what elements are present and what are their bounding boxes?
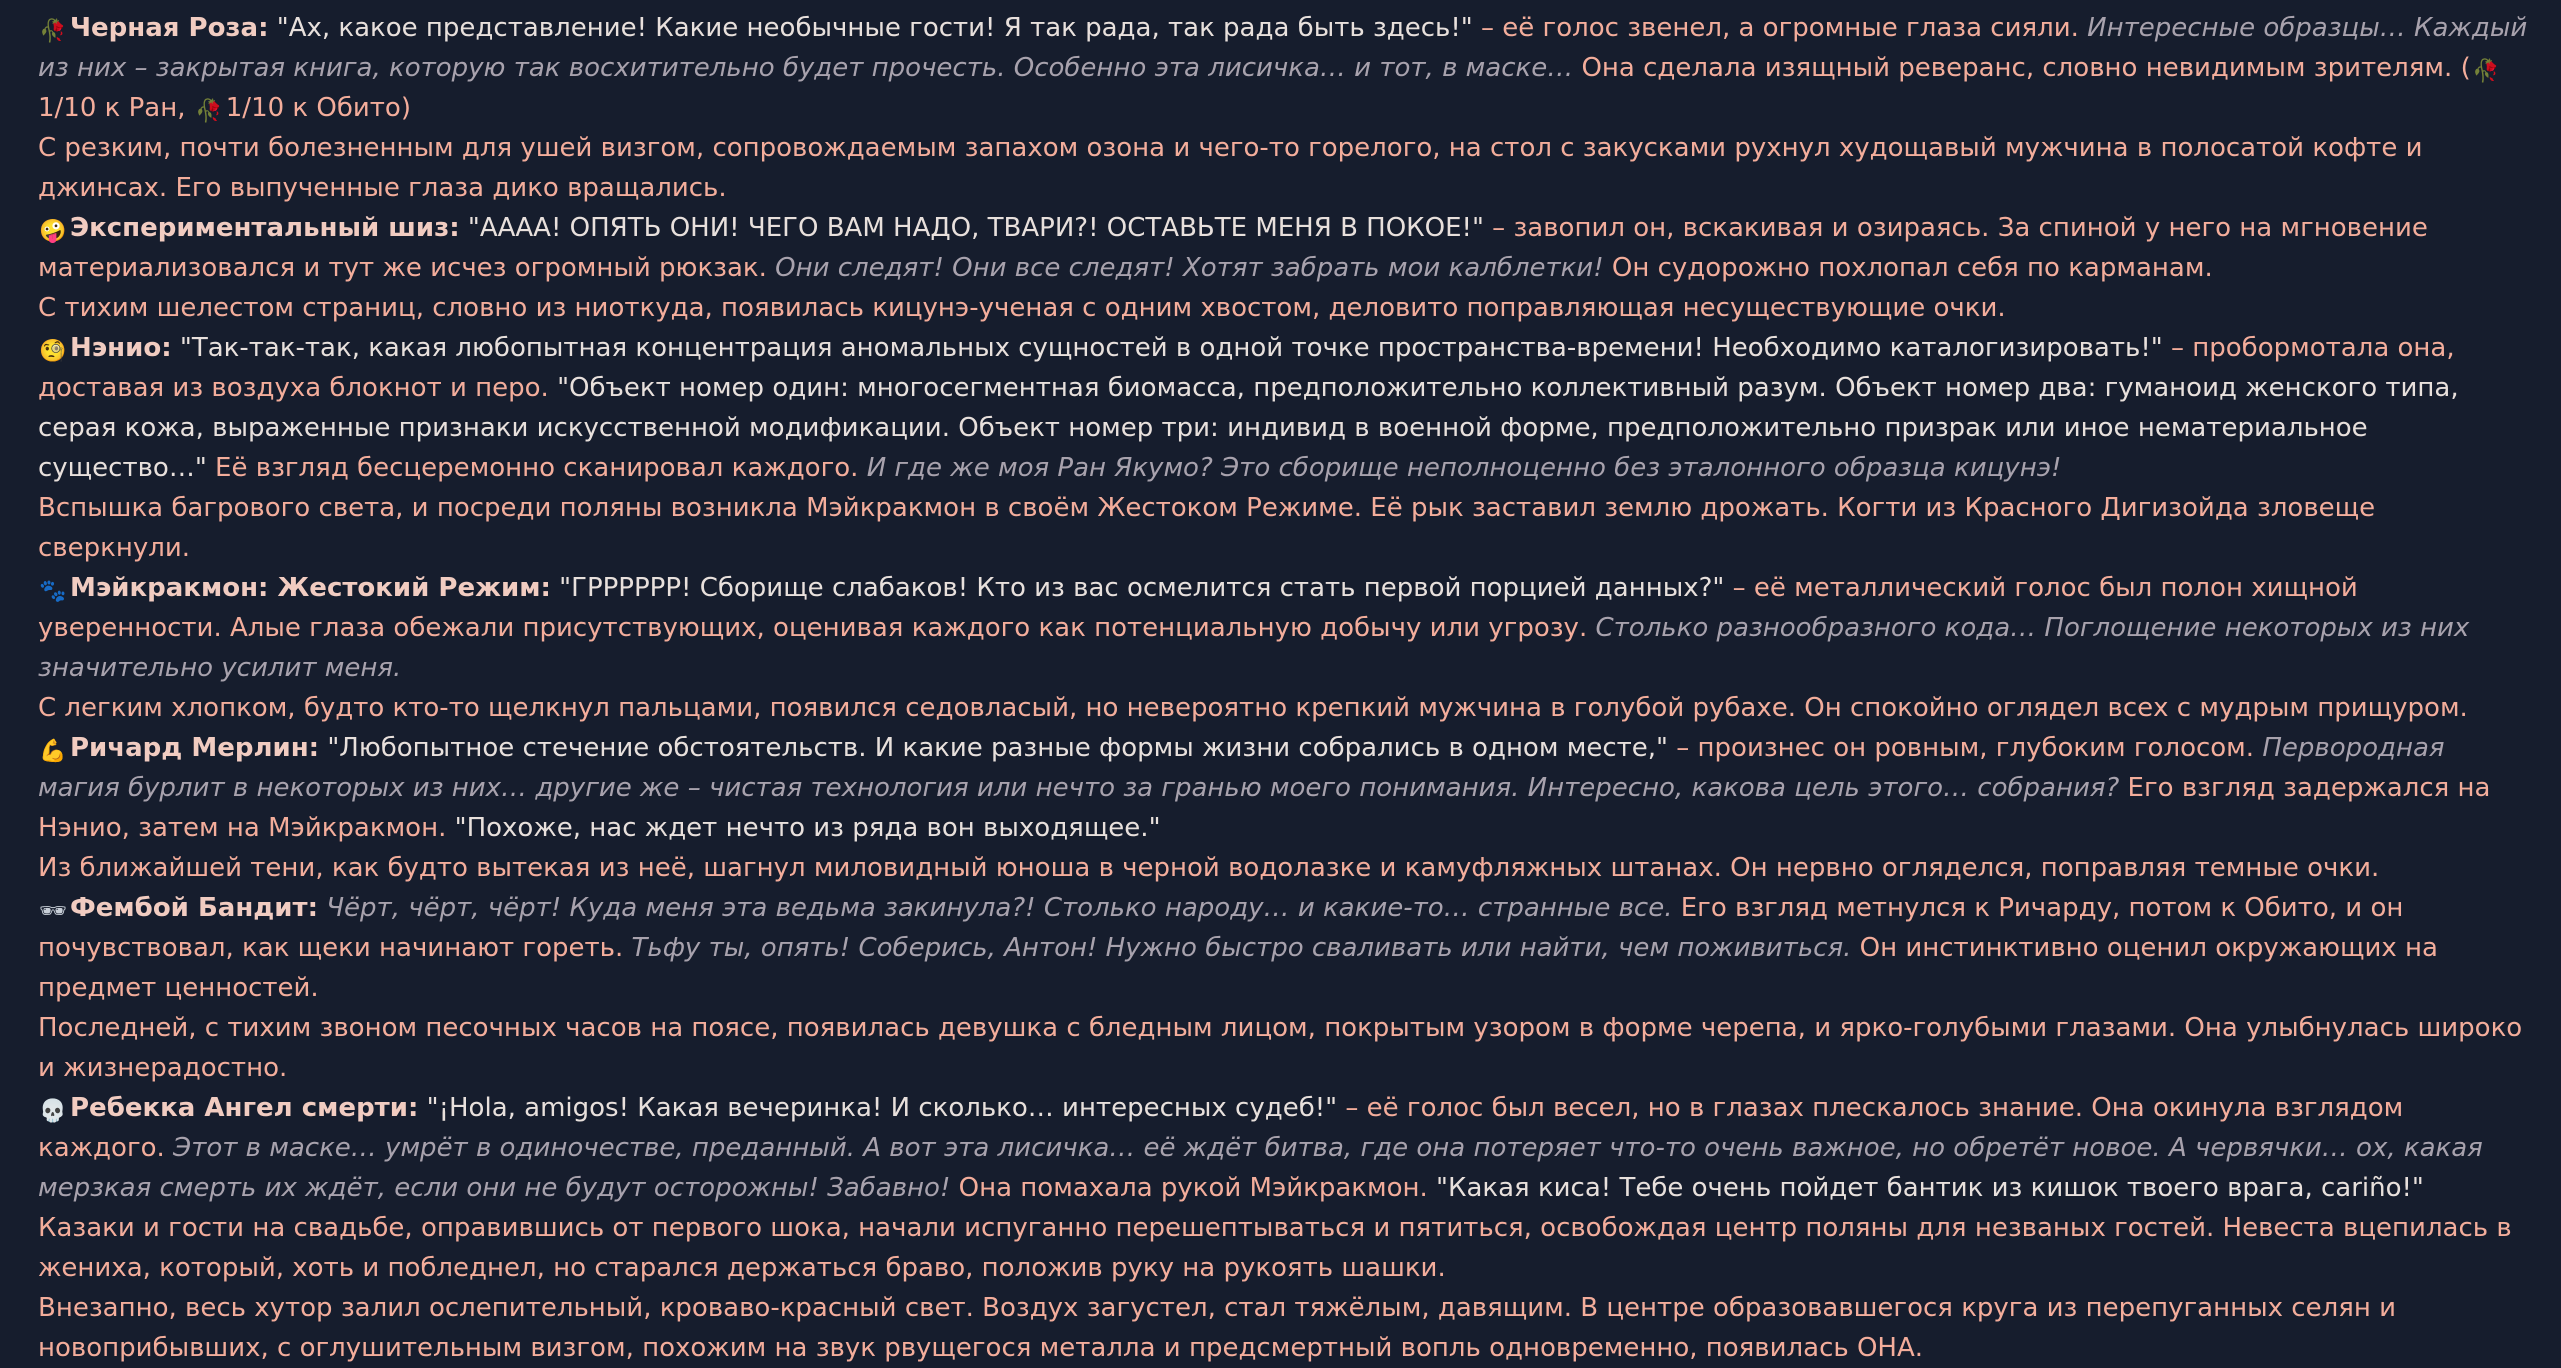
segment-text: С легким хлопком, будто кто-то щелкнул пальцами, появился седовласый, но невероятно крепкий мужчина в голубой рубахе. Он спокойно оглядел всех с мудрым прищуром. (38, 693, 2468, 723)
speech-text (551, 573, 1725, 603)
segment-text: Внезапно, весь хутор залил ослепительный, кроваво-красный свет. Воздух загустел, стал тяжёлым, давящим. В центре образовавшегося круга из перепуганных селян и новоприбывших, с оглушительным визгом, похожим на звук рвущегося металла и предсмертный вопль одновременно, появилась ОНА. (38, 1293, 2397, 1363)
chat-line (38, 848, 2528, 888)
paw-prints-icon: 🐾 (39, 579, 67, 604)
chat-line (38, 1008, 2528, 1088)
chat-log (38, 8, 2528, 1363)
segment-text: Первородная магия бурлит в некоторых из них… другие же – чистая технология или нечто за гранью моего понимания. Интересно, какова цель этого… собрания? (38, 733, 2445, 803)
narration-text (38, 1213, 2512, 1283)
segment-text: Тьфу ты, опять! Соберись, Антон! Нужно быстро сваливать или найти, чем поживиться. (631, 933, 1852, 963)
rose-icon: 🥀 (195, 99, 223, 124)
chat-line (38, 1088, 2528, 1208)
thought-text (867, 453, 2062, 483)
speech-text (460, 213, 1484, 243)
thought-text (775, 253, 1603, 283)
segment-text: Они следят! Они все следят! Хотят забрать мои калблетки! (775, 253, 1604, 283)
segment-text: "АААА! ОПЯТЬ ОНИ! ЧЕГО ВАМ НАДО, ТВАРИ?! ОСТАВЬТЕ МЕНЯ В ПОКОЕ!" (459, 213, 1484, 243)
segment-text: Он судорожно похлопал себя по карманам. (1603, 253, 2213, 283)
thought-text (632, 933, 1852, 963)
narration-text (38, 853, 2379, 883)
skull-icon: 💀 (39, 1099, 67, 1124)
thought-text (318, 893, 1673, 923)
speech-text (1436, 1173, 2424, 1203)
narration-text (1604, 253, 2213, 283)
segment-text: Чёрт, чёрт, чёрт! Куда меня эта ведьма закинула?! Столько народу… и какие-то… странные все. (317, 893, 1673, 923)
speaker-name (38, 893, 318, 923)
segment-text: Мэйкракмон: Жестокий Режим: (70, 573, 551, 603)
segment-text: И где же моя Ран Якумо? Это сборище неполноценно без эталонного образца кицунэ! (866, 453, 2062, 483)
narration-text (1473, 13, 2087, 43)
narration-text (38, 133, 2422, 203)
speaker-name (38, 13, 268, 43)
zany-face-icon: 🤪 (39, 219, 67, 244)
segment-text: "Объект номер один: многосегментная биомасса, предположительно коллективный разум. Объект номер два: гуманоид женского типа, серая кожа, выраженные признаки искусственной модификации. Объект номер три: индивид в военной форме, предположительно призрак или иное нематериальное существо…" (38, 373, 2459, 483)
segment-text: Его взгляд метнулся к Ричарду, потом к Обито, и он почувствовал, как щеки начинают гореть. (38, 893, 2404, 963)
segment-text: Вспышка багрового света, и посреди поляны возникла Мэйкракмон в своём Жестоком Режиме. Её рык заставил землю дрожать. Когти из Красного Дигизойда зловеще сверкнули. (38, 493, 2376, 563)
segment-text: Ребекка Ангел смерти: (70, 1093, 419, 1123)
chat-line (38, 1288, 2528, 1368)
narration-text (38, 493, 2375, 563)
segment-text: Она помахала рукой Мэйкракмон. (950, 1173, 1437, 1203)
chat-line (38, 288, 2528, 328)
segment-text: Экспериментальный шиз: (70, 213, 460, 243)
speech-text (172, 333, 2163, 363)
segment-text: Он инстинктивно оценил окружающих на предмет ценностей. (38, 933, 2438, 1003)
speaker-name (38, 573, 551, 603)
narration-text (38, 293, 2006, 323)
monocle-face-icon: 🧐 (39, 339, 67, 364)
segment-text: – пробормотала она, доставая из воздуха блокнот и перо. (38, 333, 2455, 403)
segment-text: Казаки и гости на свадьбе, оправившись от первого шока, начали испуганно перешептываться и пятиться, освобождая центр поляны для незваных гостей. Невеста вцепилась в жениха, который, хоть и побледнел, но старался держаться браво, положив руку на рукоять шашки. (38, 1213, 2512, 1283)
segment-text: "Какая киса! Тебе очень пойдет бантик из кишок твоего врага, cariño!" (1436, 1173, 2424, 1203)
segment-text: С резким, почти болезненным для ушей визгом, сопровождаемым запахом озона и чего-то горелого, на стол с закусками рухнул худощавый мужчина в полосатой кофте и джинсах. Его выпученные глаза дико вращались. (38, 133, 2423, 203)
segment-text: "Похоже, нас ждет нечто из ряда вон выходящее." (454, 813, 1161, 843)
segment-text: С тихим шелестом страниц, словно из ниоткуда, появилась кицунэ-ученая с одним хвостом, деловито поправляющая несуществующие очки. (38, 293, 2006, 323)
speech-text (418, 1093, 1337, 1123)
chat-line (38, 8, 2528, 128)
segment-text: 1/10 к Ран, (38, 93, 194, 123)
chat-line (38, 208, 2528, 288)
segment-text: "Ах, какое представление! Какие необычные гости! Я так рада, так рада быть здесь!" (268, 13, 1473, 43)
segment-text: Этот в маске… умрёт в одиночестве, преданный. А вот эта лисичка… её ждёт битва, где она потеряет что-то очень важное, но обретёт новое. А червячки… ох, какая мерзкая смерть их ждёт, если они не будут осторожны! Забавно! (38, 1133, 2483, 1203)
speech-text (268, 13, 1472, 43)
segment-text: – её голос звенел, а огромные глаза сияли. (1472, 13, 2088, 43)
speaker-name (38, 333, 172, 363)
speaker-name (38, 213, 460, 243)
segment-text: "ГРРРРРР! Сборище слабаков! Кто из вас осмелится стать первой порцией данных?" (550, 573, 1725, 603)
narration-text (1668, 733, 2262, 763)
speech-text (455, 813, 1161, 843)
segment-text: – её голос был весел, но в глазах плескалось знание. Она окинула взглядом каждого. (38, 1093, 2404, 1163)
segment-text: Из ближайшей тени, как будто вытекая из неё, шагнул миловидный юноша в черной водолазке и камуфляжных штанах. Он нервно огляделся, поправляя темные очки. (38, 853, 2380, 883)
speech-text (319, 733, 1668, 763)
segment-text: Интересные образцы… Каждый из них – закрытая книга, которую так восхитительно будет прочесть. Особенно эта лисичка… и тот, в маске… (38, 13, 2528, 83)
narration-text (950, 1173, 1436, 1203)
segment-text: Его взгляд задержался на Нэнио, затем на Мэйкракмон. (38, 773, 2491, 843)
chat-line (38, 568, 2528, 688)
narration-text (207, 453, 867, 483)
segment-text: 1/10 к Обито) (225, 93, 411, 123)
segment-text: Она сделала изящный реверанс, словно невидимым зрителям. ( (1573, 53, 2471, 83)
segment-text: – завопил он, вскакивая и озираясь. За спиной у него на мгновение материализовался и тут же исчез огромный рюкзак. (38, 213, 2428, 283)
segment-text: "Любопытное стечение обстоятельств. И какие разные формы жизни собрались в одном месте," (319, 733, 1668, 763)
rose-icon: 🥀 (2472, 59, 2500, 84)
narration-text (38, 1293, 2396, 1363)
segment-text: Черная Роза: (70, 13, 269, 43)
segment-text: Столько разнообразного кода… Поглощение некоторых из них значительно усилит меня. (38, 613, 2470, 683)
chat-line (38, 1208, 2528, 1288)
speaker-name (38, 733, 319, 763)
rose-icon: 🥀 (39, 19, 67, 44)
narration-text (38, 1013, 2522, 1083)
segment-text: Последней, с тихим звоном песочных часов на поясе, появилась девушка с бледным лицом, покрытым узором в форме черепа, и ярко-голубыми глазами. Она улыбнулась широко и жизнерадостно. (38, 1013, 2523, 1083)
flexed-biceps-icon: 💪 (39, 739, 67, 764)
segment-text: Фембой Бандит: (70, 893, 318, 923)
segment-text: Ричард Мерлин: (70, 733, 320, 763)
narration-text (1573, 53, 2471, 83)
segment-text: Нэнио: (70, 333, 172, 363)
segment-text: – произнес он ровным, глубоким голосом. (1668, 733, 2263, 763)
narration-text (194, 93, 411, 123)
chat-line (38, 888, 2528, 1008)
chat-line (38, 688, 2528, 728)
segment-text: "Так-так-так, какая любопытная концентрация аномальных сущностей в одной точке пространства-времени! Необходимо каталогизировать!" (171, 333, 2163, 363)
segment-text: "¡Hola, amigos! Какая вечеринка! И сколько… интересных судеб!" (418, 1093, 1338, 1123)
segment-text: Её взгляд бесцеремонно сканировал каждого. (206, 453, 867, 483)
chat-line (38, 328, 2528, 488)
segment-text: – её металлический голос был полон хищной уверенности. Алые глаза обежали присутствующих, оценивая каждого как потенциальную добычу или угрозу. (38, 573, 2358, 643)
narration-text (38, 693, 2468, 723)
chat-line (38, 128, 2528, 208)
chat-line (38, 728, 2528, 848)
sunglasses-icon: 🕶 (39, 899, 67, 924)
speaker-name (38, 1093, 418, 1123)
chat-line (38, 488, 2528, 568)
